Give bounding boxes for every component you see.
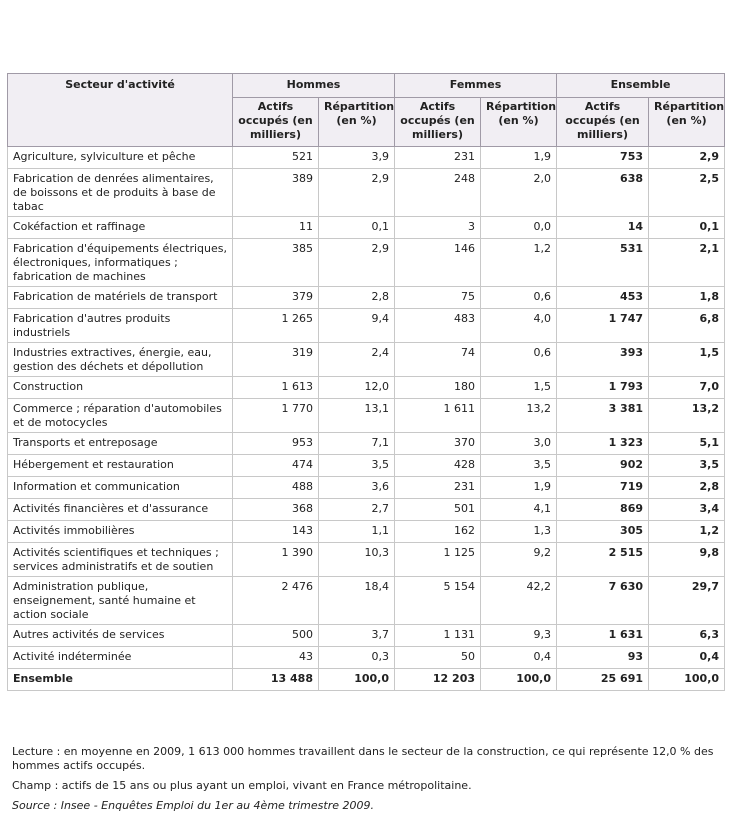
table-total-row [8, 669, 725, 691]
repartition-cell: 18,4 [319, 577, 395, 625]
table-row [8, 499, 725, 521]
actifs-cell: 428 [395, 455, 481, 477]
repartition-cell: 12,0 [319, 377, 395, 399]
table-row [8, 169, 725, 217]
repartition-cell: 3,5 [319, 455, 395, 477]
actifs-cell: 7 630 [557, 577, 649, 625]
note-champ: Champ : actifs de 15 ans ou plus ayant un emploi, vivant en France métropolitaine. [12, 779, 472, 792]
actifs-cell: 393 [557, 343, 649, 377]
repartition-cell: 0,6 [481, 287, 557, 309]
actifs-cell: 753 [557, 147, 649, 169]
actifs-cell: 719 [557, 477, 649, 499]
actifs-cell: 5 154 [395, 577, 481, 625]
repartition-cell: 2,0 [481, 169, 557, 217]
sector-label: Construction [8, 377, 233, 399]
repartition-cell: 42,2 [481, 577, 557, 625]
repartition-cell: 1,1 [319, 521, 395, 543]
repartition-cell: 9,3 [481, 625, 557, 647]
table-row [8, 477, 725, 499]
repartition-cell: 9,4 [319, 309, 395, 343]
actifs-cell: 162 [395, 521, 481, 543]
header-actifs: Actifs occupés (en milliers) [233, 98, 319, 147]
repartition-cell: 3,0 [481, 433, 557, 455]
actifs-cell: 2 515 [557, 543, 649, 577]
repartition-cell: 13,2 [649, 399, 725, 433]
actifs-cell: 2 476 [233, 577, 319, 625]
actifs-cell: 1 390 [233, 543, 319, 577]
header-group-femmes: Femmes [395, 74, 557, 98]
repartition-cell: 3,9 [319, 147, 395, 169]
repartition-cell: 3,6 [319, 477, 395, 499]
repartition-cell: 0,0 [481, 217, 557, 239]
header-actifs: Actifs occupés (en milliers) [557, 98, 649, 147]
repartition-cell: 100,0 [649, 669, 725, 691]
actifs-cell: 231 [395, 477, 481, 499]
sector-label: Activités financières et d'assurance [8, 499, 233, 521]
repartition-cell: 4,0 [481, 309, 557, 343]
repartition-cell: 1,8 [649, 287, 725, 309]
table-row [8, 343, 725, 377]
actifs-cell: 1 770 [233, 399, 319, 433]
sector-label: Commerce ; réparation d'automobiles et de motocycles [8, 399, 233, 433]
actifs-cell: 93 [557, 647, 649, 669]
sector-label: Autres activités de services [8, 625, 233, 647]
actifs-cell: 11 [233, 217, 319, 239]
actifs-cell: 231 [395, 147, 481, 169]
actifs-cell: 488 [233, 477, 319, 499]
actifs-cell: 248 [395, 169, 481, 217]
repartition-cell: 1,5 [649, 343, 725, 377]
actifs-cell: 389 [233, 169, 319, 217]
actifs-cell: 1 265 [233, 309, 319, 343]
repartition-cell: 13,1 [319, 399, 395, 433]
header-actifs: Actifs occupés (en milliers) [395, 98, 481, 147]
table-row [8, 217, 725, 239]
table-row [8, 625, 725, 647]
repartition-cell: 2,9 [319, 169, 395, 217]
actifs-cell: 474 [233, 455, 319, 477]
header-group-ensemble: Ensemble [557, 74, 725, 98]
repartition-cell: 1,9 [481, 147, 557, 169]
repartition-cell: 2,5 [649, 169, 725, 217]
actifs-cell: 1 747 [557, 309, 649, 343]
repartition-cell: 1,3 [481, 521, 557, 543]
sector-label: Information et communication [8, 477, 233, 499]
actifs-cell: 500 [233, 625, 319, 647]
actifs-cell: 305 [557, 521, 649, 543]
actifs-cell: 368 [233, 499, 319, 521]
sector-label: Fabrication de denrées alimentaires, de boissons et de produits à base de tabac [8, 169, 233, 217]
header-sector: Secteur d'activité [8, 74, 233, 147]
repartition-cell: 0,1 [649, 217, 725, 239]
repartition-cell: 29,7 [649, 577, 725, 625]
table-row [8, 455, 725, 477]
repartition-cell: 0,4 [649, 647, 725, 669]
repartition-cell: 4,1 [481, 499, 557, 521]
actifs-cell: 43 [233, 647, 319, 669]
repartition-cell: 0,1 [319, 217, 395, 239]
header-repartition: Répartition (en %) [319, 98, 395, 147]
sector-label: Industries extractives, énergie, eau, gestion des déchets et dépollution [8, 343, 233, 377]
repartition-cell: 9,8 [649, 543, 725, 577]
actifs-cell: 319 [233, 343, 319, 377]
table-row [8, 543, 725, 577]
repartition-cell: 1,9 [481, 477, 557, 499]
actifs-cell: 1 793 [557, 377, 649, 399]
notes [12, 745, 720, 819]
repartition-cell: 9,2 [481, 543, 557, 577]
repartition-cell: 5,1 [649, 433, 725, 455]
sector-label: Activités immobilières [8, 521, 233, 543]
sector-label: Ensemble [8, 669, 233, 691]
repartition-cell: 3,5 [649, 455, 725, 477]
sector-label: Transports et entreposage [8, 433, 233, 455]
table-row [8, 433, 725, 455]
header-row-groups [8, 74, 725, 98]
repartition-cell: 0,4 [481, 647, 557, 669]
table-row [8, 287, 725, 309]
actifs-cell: 14 [557, 217, 649, 239]
actifs-cell: 385 [233, 239, 319, 287]
table-row [8, 239, 725, 287]
repartition-cell: 2,9 [649, 147, 725, 169]
repartition-cell: 2,8 [319, 287, 395, 309]
sector-label: Activités scientifiques et techniques ; services administratifs et de soutien [8, 543, 233, 577]
table-row [8, 147, 725, 169]
table-row [8, 377, 725, 399]
repartition-cell: 10,3 [319, 543, 395, 577]
actifs-cell: 1 323 [557, 433, 649, 455]
repartition-cell: 7,1 [319, 433, 395, 455]
repartition-cell: 7,0 [649, 377, 725, 399]
actifs-cell: 50 [395, 647, 481, 669]
repartition-cell: 6,3 [649, 625, 725, 647]
repartition-cell: 3,4 [649, 499, 725, 521]
note-source: Source : Insee - Enquêtes Emploi du 1er au 4ème trimestre 2009. [12, 799, 374, 812]
table-row [8, 647, 725, 669]
repartition-cell: 100,0 [481, 669, 557, 691]
sector-label: Fabrication d'autres produits industriels [8, 309, 233, 343]
actifs-cell: 1 125 [395, 543, 481, 577]
repartition-cell: 1,5 [481, 377, 557, 399]
repartition-cell: 3,5 [481, 455, 557, 477]
actifs-cell: 3 [395, 217, 481, 239]
actifs-cell: 12 203 [395, 669, 481, 691]
repartition-cell: 2,7 [319, 499, 395, 521]
actifs-cell: 521 [233, 147, 319, 169]
table-row [8, 399, 725, 433]
repartition-cell: 2,9 [319, 239, 395, 287]
repartition-cell: 2,8 [649, 477, 725, 499]
repartition-cell: 13,2 [481, 399, 557, 433]
repartition-cell: 1,2 [649, 521, 725, 543]
repartition-cell: 1,2 [481, 239, 557, 287]
employment-table [7, 73, 725, 691]
actifs-cell: 501 [395, 499, 481, 521]
sector-label: Administration publique, enseignement, santé humaine et action sociale [8, 577, 233, 625]
note-lecture: Lecture : en moyenne en 2009, 1 613 000 hommes travaillent dans le secteur de la construction, ce qui représente 12,0 % des hommes actifs occupés. [12, 745, 714, 772]
actifs-cell: 902 [557, 455, 649, 477]
actifs-cell: 13 488 [233, 669, 319, 691]
repartition-cell: 2,1 [649, 239, 725, 287]
actifs-cell: 370 [395, 433, 481, 455]
table-row [8, 521, 725, 543]
sector-label: Fabrication de matériels de transport [8, 287, 233, 309]
actifs-cell: 74 [395, 343, 481, 377]
repartition-cell: 6,8 [649, 309, 725, 343]
sector-label: Cokéfaction et raffinage [8, 217, 233, 239]
table-body [8, 147, 725, 691]
actifs-cell: 638 [557, 169, 649, 217]
header-repartition: Répartition (en %) [649, 98, 725, 147]
sector-label: Agriculture, sylviculture et pêche [8, 147, 233, 169]
header-repartition: Répartition (en %) [481, 98, 557, 147]
sector-label: Hébergement et restauration [8, 455, 233, 477]
actifs-cell: 483 [395, 309, 481, 343]
actifs-cell: 453 [557, 287, 649, 309]
actifs-cell: 1 131 [395, 625, 481, 647]
actifs-cell: 379 [233, 287, 319, 309]
actifs-cell: 3 381 [557, 399, 649, 433]
repartition-cell: 2,4 [319, 343, 395, 377]
sector-label: Activité indéterminée [8, 647, 233, 669]
actifs-cell: 25 691 [557, 669, 649, 691]
sector-label: Fabrication d'équipements électriques, électroniques, informatiques ; fabrication de machines [8, 239, 233, 287]
header-group-hommes: Hommes [233, 74, 395, 98]
actifs-cell: 1 611 [395, 399, 481, 433]
actifs-cell: 1 613 [233, 377, 319, 399]
repartition-cell: 3,7 [319, 625, 395, 647]
actifs-cell: 869 [557, 499, 649, 521]
repartition-cell: 0,6 [481, 343, 557, 377]
actifs-cell: 180 [395, 377, 481, 399]
actifs-cell: 75 [395, 287, 481, 309]
table-container [7, 73, 724, 691]
actifs-cell: 143 [233, 521, 319, 543]
actifs-cell: 1 631 [557, 625, 649, 647]
table-row [8, 309, 725, 343]
actifs-cell: 531 [557, 239, 649, 287]
table-row [8, 577, 725, 625]
actifs-cell: 953 [233, 433, 319, 455]
repartition-cell: 100,0 [319, 669, 395, 691]
actifs-cell: 146 [395, 239, 481, 287]
repartition-cell: 0,3 [319, 647, 395, 669]
